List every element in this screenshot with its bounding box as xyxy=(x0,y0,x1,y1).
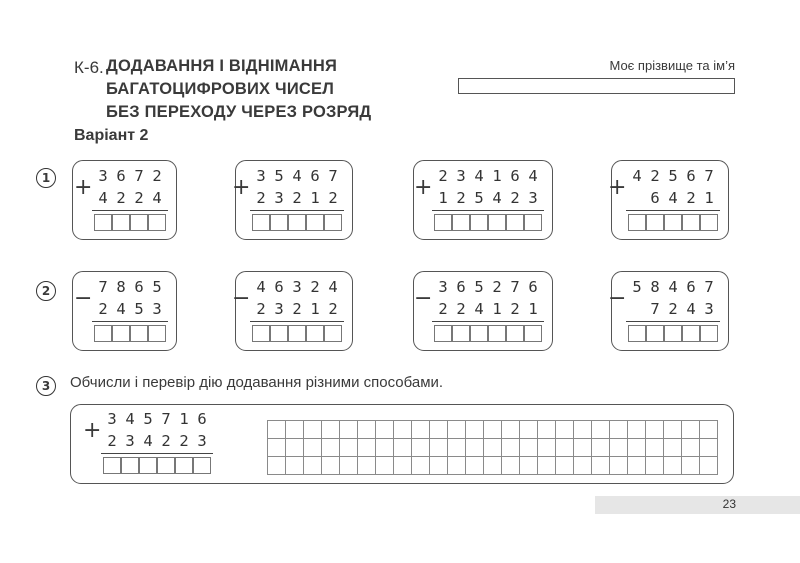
title-line-3: БЕЗ ПЕРЕХОДУ ЧЕРЕЗ РОЗРЯД xyxy=(106,103,372,121)
title-line-1: ДОДАВАННЯ І ВІДНІМАННЯ xyxy=(106,57,338,75)
grid-cell[interactable] xyxy=(358,439,376,457)
task-1-example-3-bottom-digit: 2 xyxy=(510,189,520,207)
grid-cell[interactable] xyxy=(322,421,340,439)
task-2-example-3-answer-cell[interactable] xyxy=(506,325,524,342)
task-3-example-top-digit: 1 xyxy=(179,410,189,428)
grid-cell[interactable] xyxy=(286,457,304,475)
task-3-example-bottom-digit: 3 xyxy=(125,432,135,450)
task-1-example-2-sign: + xyxy=(232,175,251,200)
grid-cell[interactable] xyxy=(628,421,646,439)
task-2-example-1-top-digit: 5 xyxy=(152,278,162,296)
task-2-example-2-bottom-digit: 3 xyxy=(274,300,284,318)
task-3-example-answer-cell[interactable] xyxy=(103,457,121,474)
task-1-example-4-bottom-digit: 1 xyxy=(704,189,714,207)
task-1-example-1-bottom-digit: 4 xyxy=(152,189,162,207)
grid-cell[interactable] xyxy=(628,457,646,475)
task-1-example-4-answer-cell[interactable] xyxy=(682,214,700,231)
task-2-example-2-top-digit: 3 xyxy=(292,278,302,296)
task-2-example-3-top-digit: 7 xyxy=(510,278,520,296)
task-2-example-1-top-digit: 6 xyxy=(134,278,144,296)
grid-cell[interactable] xyxy=(700,439,718,457)
task-1-example-1-top-digit: 2 xyxy=(152,167,162,185)
task-1-example-4-answer-cell[interactable] xyxy=(628,214,646,231)
grid-cell[interactable] xyxy=(322,457,340,475)
grid-cell[interactable] xyxy=(610,439,628,457)
task-2-example-3-top-digit: 3 xyxy=(438,278,448,296)
grid-cell[interactable] xyxy=(412,421,430,439)
task-1-example-4-top-digit: 5 xyxy=(668,167,678,185)
grid-cell[interactable] xyxy=(304,457,322,475)
task-1-example-2-bottom-digit: 2 xyxy=(292,189,302,207)
task-2-number: 2 xyxy=(36,281,56,301)
task-2-example-2-bottom-digit: 2 xyxy=(328,300,338,318)
task-2-example-3-top-digit: 2 xyxy=(492,278,502,296)
task-1-example-3-bottom-digit: 5 xyxy=(474,189,484,207)
grid-cell[interactable] xyxy=(556,457,574,475)
grid-cell[interactable] xyxy=(538,421,556,439)
task-2-example-3-top-digit: 6 xyxy=(456,278,466,296)
task-2-example-3-answer-cell[interactable] xyxy=(524,325,542,342)
task-2-example-4-answer-cell[interactable] xyxy=(646,325,664,342)
task-2-example-3-answer-cell[interactable] xyxy=(470,325,488,342)
task-1-example-1-bottom-digit: 2 xyxy=(116,189,126,207)
task-1-example-3-bottom-digit: 4 xyxy=(492,189,502,207)
task-2-example-2-top-digit: 4 xyxy=(256,278,266,296)
task-2-example-1-answer-cell[interactable] xyxy=(94,325,112,342)
grid-cell[interactable] xyxy=(664,439,682,457)
grid-cell[interactable] xyxy=(574,457,592,475)
task-1-example-3-top-digit: 3 xyxy=(456,167,466,185)
task-3-example-top-digit: 4 xyxy=(125,410,135,428)
task-2-example-4-bottom-digit: 7 xyxy=(650,300,660,318)
task-1-example-1-top-digit: 6 xyxy=(116,167,126,185)
task-3-example-bottom-digit: 2 xyxy=(161,432,171,450)
grid-cell[interactable] xyxy=(268,457,286,475)
task-2-example-2-top-digit: 2 xyxy=(310,278,320,296)
task-1-example-3-top-digit: 6 xyxy=(510,167,520,185)
task-1-example-3-top-digit: 2 xyxy=(438,167,448,185)
grid-cell[interactable] xyxy=(448,457,466,475)
grid-cell[interactable] xyxy=(448,439,466,457)
task-1-example-2-line xyxy=(250,210,344,211)
answer-grid xyxy=(267,420,718,475)
grid-cell[interactable] xyxy=(466,457,484,475)
task-1-example-2-top-digit: 4 xyxy=(292,167,302,185)
task-3-example-bottom-digit: 2 xyxy=(179,432,189,450)
task-1-example-1-bottom-digit: 4 xyxy=(98,189,108,207)
task-1-example-1-top-digit: 3 xyxy=(98,167,108,185)
name-field[interactable] xyxy=(458,78,735,94)
grid-cell[interactable] xyxy=(682,457,700,475)
task-2-example-4-bottom-digit: 4 xyxy=(686,300,696,318)
task-2-example-3-bottom-digit: 2 xyxy=(456,300,466,318)
task-2-example-2-answer-cell[interactable] xyxy=(306,325,324,342)
grid-cell[interactable] xyxy=(394,457,412,475)
grid-cell[interactable] xyxy=(286,421,304,439)
task-2-example-1-answer-cell[interactable] xyxy=(148,325,166,342)
task-1-example-1-answer-cell[interactable] xyxy=(130,214,148,231)
task-1-example-3-sign: + xyxy=(414,175,433,200)
task-1-example-2-bottom-digit: 3 xyxy=(274,189,284,207)
task-1-example-2-top-digit: 7 xyxy=(328,167,338,185)
task-2-example-4-sign: − xyxy=(608,286,627,311)
grid-cell[interactable] xyxy=(358,421,376,439)
grid-cell[interactable] xyxy=(574,421,592,439)
grid-cell[interactable] xyxy=(610,457,628,475)
task-2-example-2-top-digit: 4 xyxy=(328,278,338,296)
task-1-example-3-answer-cell[interactable] xyxy=(488,214,506,231)
task-2-example-2-answer-cell[interactable] xyxy=(324,325,342,342)
grid-cell[interactable] xyxy=(646,457,664,475)
task-2-example-4-answer-cell[interactable] xyxy=(664,325,682,342)
task-3-example-bottom-digit: 4 xyxy=(143,432,153,450)
task-2-example-3-answer-cell[interactable] xyxy=(488,325,506,342)
task-2-example-4-answer-cell[interactable] xyxy=(628,325,646,342)
task-3-example-answer-cell[interactable] xyxy=(157,457,175,474)
task-2-example-3-top-digit: 5 xyxy=(474,278,484,296)
grid-cell[interactable] xyxy=(682,421,700,439)
grid-cell[interactable] xyxy=(448,421,466,439)
grid-cell[interactable] xyxy=(484,439,502,457)
task-2-example-4-bottom-digit: 3 xyxy=(704,300,714,318)
grid-cell[interactable] xyxy=(340,457,358,475)
grid-cell[interactable] xyxy=(520,421,538,439)
task-2-example-2-sign: − xyxy=(232,286,251,311)
grid-cell[interactable] xyxy=(394,439,412,457)
grid-cell[interactable] xyxy=(268,421,286,439)
task-1-number: 1 xyxy=(36,168,56,188)
task-1-example-2-bottom-digit: 2 xyxy=(256,189,266,207)
page-number: 23 xyxy=(722,497,736,511)
task-1-example-1-sign: + xyxy=(74,175,93,200)
task-2-example-3-answer-cell[interactable] xyxy=(452,325,470,342)
grid-cell[interactable] xyxy=(286,439,304,457)
task-1-example-2-top-digit: 5 xyxy=(274,167,284,185)
task-2-example-3-line xyxy=(432,321,544,322)
grid-cell[interactable] xyxy=(646,439,664,457)
task-2-example-1-top-digit: 7 xyxy=(98,278,108,296)
task-1-example-4-line xyxy=(626,210,720,211)
task-2-example-1-line xyxy=(92,321,168,322)
task-1-example-2-answer-cell[interactable] xyxy=(324,214,342,231)
task-1-example-4-bottom-digit: 4 xyxy=(668,189,678,207)
task-3-example-top-digit: 5 xyxy=(143,410,153,428)
task-1-example-4-bottom-digit: 6 xyxy=(650,189,660,207)
grid-cell[interactable] xyxy=(304,421,322,439)
grid-cell[interactable] xyxy=(268,439,286,457)
grid-cell[interactable] xyxy=(322,439,340,457)
task-1-example-1-answer-cell[interactable] xyxy=(94,214,112,231)
task-2-example-4-top-digit: 7 xyxy=(704,278,714,296)
task-2-example-4-top-digit: 4 xyxy=(668,278,678,296)
task-1-example-4-top-digit: 6 xyxy=(686,167,696,185)
task-1-example-3-top-digit: 4 xyxy=(474,167,484,185)
task-2-example-2-bottom-digit: 1 xyxy=(310,300,320,318)
grid-cell[interactable] xyxy=(700,457,718,475)
task-2-example-3-bottom-digit: 2 xyxy=(438,300,448,318)
task-1-example-3-answer-cell[interactable] xyxy=(524,214,542,231)
task-2-example-4-top-digit: 6 xyxy=(686,278,696,296)
task-2-example-1-sign: − xyxy=(74,286,93,311)
task-3-number: 3 xyxy=(36,376,56,396)
task-2-example-3-bottom-digit: 4 xyxy=(474,300,484,318)
task-1-example-3-top-digit: 1 xyxy=(492,167,502,185)
task-1-example-4-bottom-digit: 2 xyxy=(686,189,696,207)
grid-cell[interactable] xyxy=(592,421,610,439)
task-3-example-bottom-digit: 2 xyxy=(107,432,117,450)
task-2-example-3-sign: − xyxy=(414,286,433,311)
task-1-example-4-answer-cell[interactable] xyxy=(700,214,718,231)
task-3-example-top-digit: 7 xyxy=(161,410,171,428)
grid-cell[interactable] xyxy=(430,457,448,475)
variant-label: Варіант 2 xyxy=(74,127,149,144)
grid-cell[interactable] xyxy=(412,457,430,475)
task-3-example-answer-cell[interactable] xyxy=(139,457,157,474)
task-code: К-6. xyxy=(74,58,104,77)
task-3-example-bottom-digit: 3 xyxy=(197,432,207,450)
grid-cell[interactable] xyxy=(340,439,358,457)
task-1-example-2-top-digit: 3 xyxy=(256,167,266,185)
task-1-example-3-top-digit: 4 xyxy=(528,167,538,185)
grid-cell[interactable] xyxy=(592,439,610,457)
grid-cell[interactable] xyxy=(664,421,682,439)
task-3-example-answer-cell[interactable] xyxy=(193,457,211,474)
grid-cell[interactable] xyxy=(376,457,394,475)
grid-cell[interactable] xyxy=(430,439,448,457)
task-2-example-2-answer-cell[interactable] xyxy=(288,325,306,342)
grid-cell[interactable] xyxy=(592,457,610,475)
grid-cell[interactable] xyxy=(430,421,448,439)
grid-cell[interactable] xyxy=(556,421,574,439)
task-2-example-2-bottom-digit: 2 xyxy=(292,300,302,318)
task-2-example-2-line xyxy=(250,321,344,322)
task-2-example-2-bottom-digit: 2 xyxy=(256,300,266,318)
task-1-example-3-bottom-digit: 1 xyxy=(438,189,448,207)
grid-cell[interactable] xyxy=(376,421,394,439)
grid-cell[interactable] xyxy=(412,439,430,457)
grid-cell[interactable] xyxy=(610,421,628,439)
grid-cell[interactable] xyxy=(340,421,358,439)
task-1-example-3-answer-cell[interactable] xyxy=(470,214,488,231)
task-2-example-1-bottom-digit: 2 xyxy=(98,300,108,318)
task-2-example-4-answer-cell[interactable] xyxy=(682,325,700,342)
grid-cell[interactable] xyxy=(682,439,700,457)
task-2-example-1-answer-cell[interactable] xyxy=(130,325,148,342)
task-2-example-1-bottom-digit: 5 xyxy=(134,300,144,318)
task-2-example-4-top-digit: 5 xyxy=(632,278,642,296)
grid-cell[interactable] xyxy=(700,421,718,439)
task-2-example-2-top-digit: 6 xyxy=(274,278,284,296)
grid-cell[interactable] xyxy=(484,421,502,439)
grid-cell[interactable] xyxy=(664,457,682,475)
task-1-example-2-bottom-digit: 2 xyxy=(328,189,338,207)
task-1-example-3-bottom-digit: 2 xyxy=(456,189,466,207)
task-1-example-3-answer-cell[interactable] xyxy=(434,214,452,231)
task-3-example-top-digit: 6 xyxy=(197,410,207,428)
task-3-instruction: Обчисли і перевір дію додавання різними способами. xyxy=(70,374,444,391)
task-1-example-1-top-digit: 7 xyxy=(134,167,144,185)
task-1-example-4-top-digit: 7 xyxy=(704,167,714,185)
task-1-example-4-answer-cell[interactable] xyxy=(646,214,664,231)
grid-cell[interactable] xyxy=(466,439,484,457)
grid-cell[interactable] xyxy=(538,457,556,475)
task-1-example-3-bottom-digit: 3 xyxy=(528,189,538,207)
task-1-example-1-bottom-digit: 2 xyxy=(134,189,144,207)
grid-cell[interactable] xyxy=(484,457,502,475)
title-line-2: БАГАТОЦИФРОВИХ ЧИСЕЛ xyxy=(106,80,334,98)
task-3-example-sign: + xyxy=(83,418,102,443)
grid-cell[interactable] xyxy=(304,439,322,457)
task-1-example-2-answer-cell[interactable] xyxy=(270,214,288,231)
task-3-example-top-digit: 3 xyxy=(107,410,117,428)
task-2-example-4-line xyxy=(626,321,720,322)
task-2-example-4-bottom-digit: 2 xyxy=(668,300,678,318)
task-2-example-1-top-digit: 8 xyxy=(116,278,126,296)
task-2-example-2-answer-cell[interactable] xyxy=(270,325,288,342)
task-2-example-1-answer-cell[interactable] xyxy=(112,325,130,342)
task-2-example-4-answer-cell[interactable] xyxy=(700,325,718,342)
task-1-example-2-answer-cell[interactable] xyxy=(288,214,306,231)
task-2-example-1-bottom-digit: 3 xyxy=(152,300,162,318)
grid-cell[interactable] xyxy=(646,421,664,439)
task-1-example-3-answer-cell[interactable] xyxy=(452,214,470,231)
task-3-example-answer-cell[interactable] xyxy=(121,457,139,474)
grid-cell[interactable] xyxy=(502,421,520,439)
task-1-example-4-top-digit: 2 xyxy=(650,167,660,185)
task-1-example-4-sign: + xyxy=(608,175,627,200)
grid-cell[interactable] xyxy=(538,439,556,457)
task-1-example-4-answer-cell[interactable] xyxy=(664,214,682,231)
task-3-example-line xyxy=(101,453,213,454)
task-1-example-2-top-digit: 6 xyxy=(310,167,320,185)
task-2-example-4-top-digit: 8 xyxy=(650,278,660,296)
task-3-example-answer-cell[interactable] xyxy=(175,457,193,474)
name-label: Моє прізвище та ім’я xyxy=(609,58,735,73)
task-2-example-3-bottom-digit: 2 xyxy=(510,300,520,318)
page-title xyxy=(106,55,371,124)
grid-cell[interactable] xyxy=(574,439,592,457)
task-1-example-2-answer-cell[interactable] xyxy=(306,214,324,231)
task-1-example-2-bottom-digit: 1 xyxy=(310,189,320,207)
grid-cell[interactable] xyxy=(358,457,376,475)
grid-cell[interactable] xyxy=(556,439,574,457)
grid-cell[interactable] xyxy=(502,457,520,475)
task-1-example-3-answer-cell[interactable] xyxy=(506,214,524,231)
grid-cell[interactable] xyxy=(628,439,646,457)
grid-cell[interactable] xyxy=(520,457,538,475)
task-2-example-2-answer-cell[interactable] xyxy=(252,325,270,342)
task-1-example-3-line xyxy=(432,210,544,211)
task-1-example-1-answer-cell[interactable] xyxy=(112,214,130,231)
grid-cell[interactable] xyxy=(466,421,484,439)
task-1-example-2-answer-cell[interactable] xyxy=(252,214,270,231)
grid-cell[interactable] xyxy=(520,439,538,457)
task-2-example-3-bottom-digit: 1 xyxy=(528,300,538,318)
grid-cell[interactable] xyxy=(502,439,520,457)
task-1-example-4-top-digit: 4 xyxy=(632,167,642,185)
task-2-example-1-bottom-digit: 4 xyxy=(116,300,126,318)
task-2-example-3-bottom-digit: 1 xyxy=(492,300,502,318)
grid-cell[interactable] xyxy=(376,439,394,457)
task-1-example-1-answer-cell[interactable] xyxy=(148,214,166,231)
task-2-example-3-top-digit: 6 xyxy=(528,278,538,296)
task-1-example-1-line xyxy=(92,210,168,211)
task-2-example-3-answer-cell[interactable] xyxy=(434,325,452,342)
grid-cell[interactable] xyxy=(394,421,412,439)
